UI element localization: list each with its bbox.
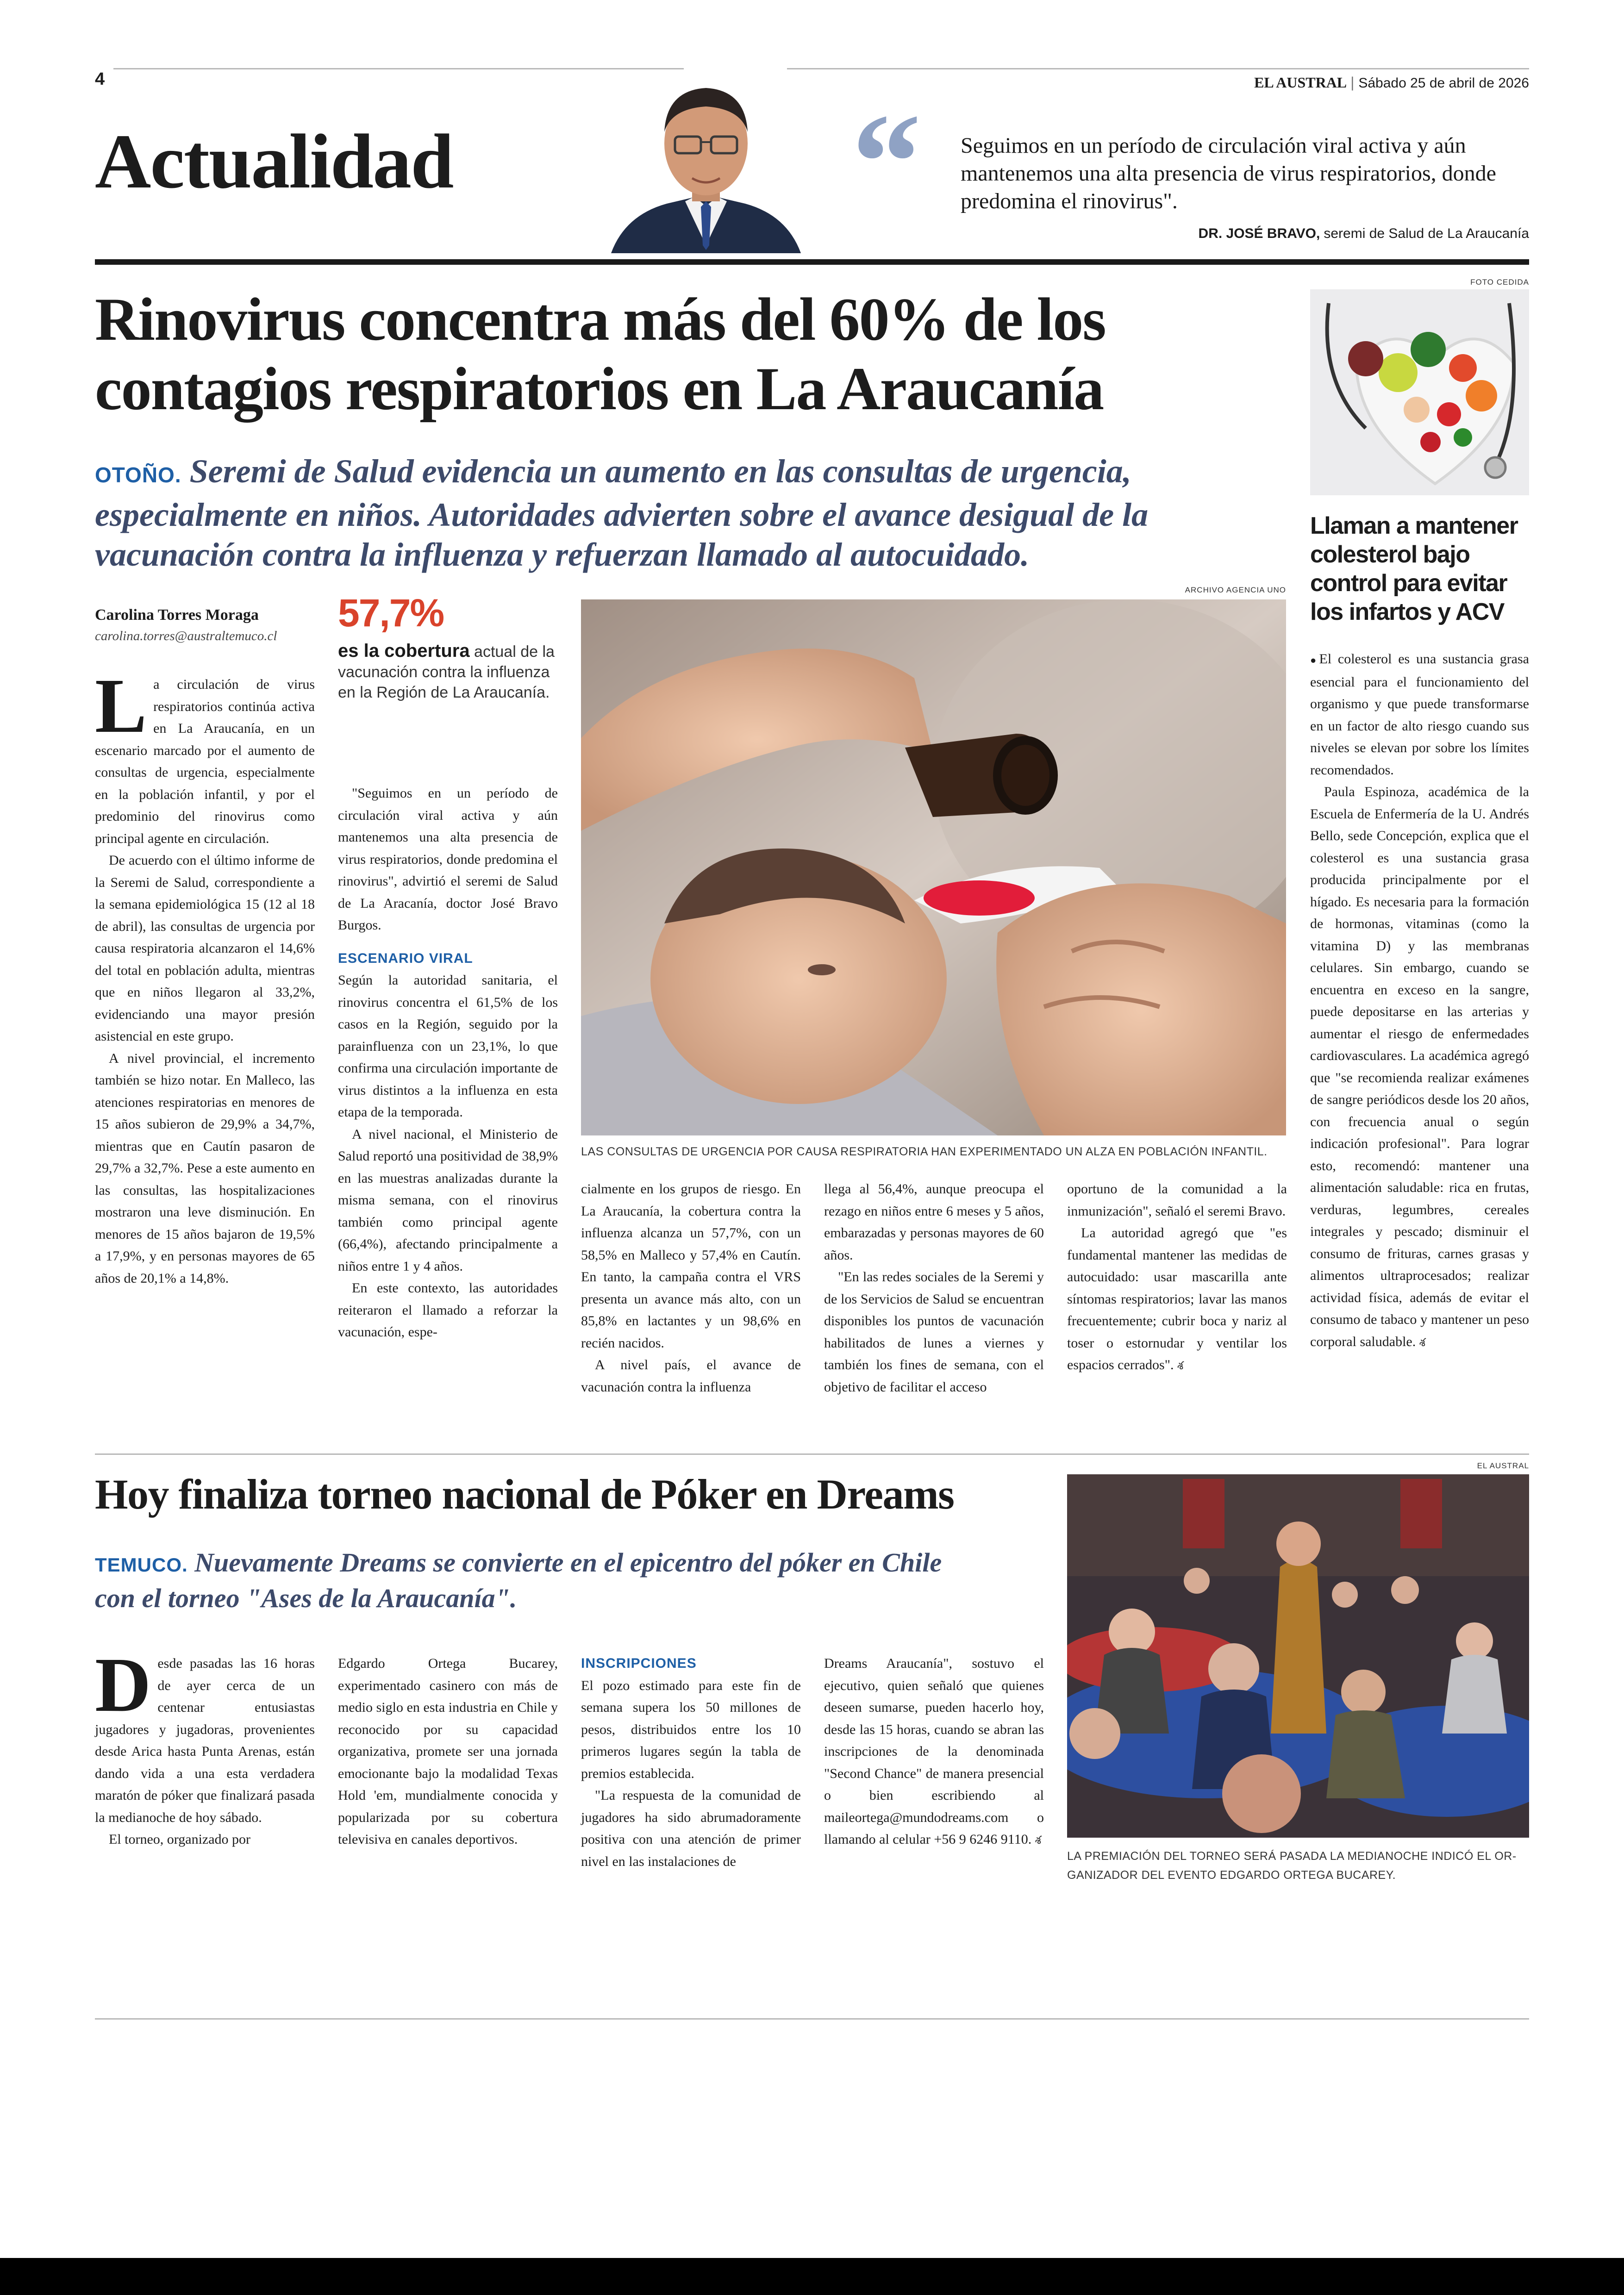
story-divider — [95, 1453, 1529, 1455]
poker-col3-p2: "La respuesta de la comunidad de jugadores ha sido abrumadoramente positiva con una atención de primer nivel en las instalaciones de — [581, 1788, 801, 1869]
sidebar-p2: Paula Espinoza, académica de la Escuela de Enfermería de la U. Andrés Bello, sede Concepción, explica que el colesterol es una sustancia grasa producida principalmente por el hígado. Es necesaria para la formación de hormonas, vitaminas (como la vitamina D) y las membranas celulares. Sin embargo, cuando se encuentra en exceso en la sangre, puede depositarse en las arterias y aumentar el riesgo de enfermedades cardiovasculares. La académica agregó que "se recomienda realizar exámenes de sangre periódicos desde los 20 años, con frecuencia anual o según indicación profesional". Para lograr esto, recomendó: mantener una alimentación saludable: rica en frutas, verduras, legumbres, cereales integrales y pescado; disminuir el consumo de frituras, carnes grasas y alimentos ultraprocesados; realizar actividad física, además de evitar el consumo de tabaco y mantener un peso corporal saludable. — [1310, 784, 1529, 1349]
main-kicker: OTOÑO. — [95, 463, 181, 487]
end-mark-icon: శ — [1177, 1359, 1184, 1372]
main-col-3 — [581, 1178, 801, 1398]
poker-deck — [95, 1546, 942, 1615]
main-col1-p3: A nivel provincial, el incremento también se hizo notar. En Malleco, las atenciones respiratorias en menores de 15 años subieron de 29,9% a 34,7%, mientras que en Cautín pasaron de 29,7% a 32,7%. Pese a este aumento en las consultas, las hospitalizaciones mostraron una leve disminución. En menores de 15 años bajaron de 19,5% a 17,9%, y en personas mayores de 65 años de 20,1% a 14,8%. — [95, 1050, 315, 1286]
main-deck — [95, 451, 1148, 574]
poker-photo-credit: EL AUSTRAL — [1477, 1461, 1529, 1470]
main-col-5 — [1067, 1178, 1287, 1377]
poker-col2-p1: Edgardo Ortega Bucarey, experimentado casinero con más de medio siglo en esta industria en Chile y reconocido por su capacidad organizativa, promete ser una jornada emocionante bajo la modalidad Texas Hold 'em, mundialmente conocida y popularizada por su cobertura televisiva en canales deportivos. — [338, 1656, 558, 1847]
stat-value: 57,7% — [338, 591, 444, 635]
main-dropcap: L — [95, 663, 147, 749]
footer-bar — [0, 2258, 1624, 2295]
main-col4-p2: "En las redes sociales de la Seremi y de los Servicios de Salud se encuentran disponibles los puntos de vacunación habilitados de lunes a viernes y también los fines de semana, con el objetivo de facilitar el acceso — [824, 1269, 1044, 1395]
byline-name: Carolina Torres Moraga — [95, 606, 259, 624]
pull-quote-text: Seguimos en un período de circulación viral activa y aún mantenemos una alta presencia de virus respiratorios, donde predomina el rinovirus". — [961, 133, 1496, 213]
poker-col4-p1: Dreams Araucanía", sostuvo el ejecutivo, quien señaló que quienes deseen sumarse, pueden hacerlo hoy, desde las 15 horas, cuando se abran las inscripciones de la denominada "Second Chance" de manera presencial o bien escribiendo al maileortega@mundodreams.com o llamando al celular +56 9 6246 9110. — [824, 1656, 1044, 1847]
masthead-date: EL AUSTRAL | Sábado 25 de abril de 2026 — [1254, 74, 1529, 91]
section-rule — [95, 259, 1529, 265]
main-deck-line1: Seremi de Salud evidencia un aumento en las consultas de urgencia, — [189, 453, 1131, 490]
main-col3-p2: A nivel país, el avance de vacunación contra la influenza — [581, 1357, 801, 1395]
main-col2-p1: "Seguimos en un período de circulación viral activa y aún mantenemos una alta presencia de virus respiratorios, donde predomina el rinovirus", advirtió el seremi de Salud de La Aracanía, doctor José Bravo Burgos. — [338, 786, 558, 933]
poker-caption-line1: LA PREMIACIÓN DEL TORNEO SERÁ PASADA LA MEDIANOCHE INDICÓ EL OR- — [1067, 1850, 1517, 1863]
main-col1-p2: De acuerdo con el último informe de la Seremi de Salud, correspondiente a la semana epidemiológica 15 (12 al 18 de abril), las consultas de urgencia por causa respiratoria alcanzaron el 14,6% del total en población adulta, mientras que en niños llegaron al 33,2%, evidenciando una mayor presión asistencial en este grupo. — [95, 853, 315, 1044]
header-rule-right — [787, 68, 1529, 69]
main-photo — [581, 599, 1286, 1135]
main-headline — [95, 285, 1106, 424]
main-deck-line2: especialmente en niños. Autoridades advierten sobre el avance desigual de la — [95, 496, 1149, 533]
sidebar-photo — [1310, 289, 1529, 495]
main-col2-p3: A nivel nacional, el Ministerio de Salud reportó una positividad de 38,9% en las muestras analizadas durante la misma semana, con el rinovirus también como principal agente (66,4%), afectando principalmente a niños entre 1 y 4 años. — [338, 1126, 558, 1274]
main-col5-p2: La autoridad agregó que "es fundamental mantener las medidas de autocuidado: usar mascarilla ante síntomas respiratorios; lavar las manos frecuentemente; cubrir boca y nariz al toser o estornudar y ventilar los espacios cerrados". — [1067, 1225, 1287, 1372]
stat-label-bold: es la cobertura — [338, 641, 470, 661]
subhead-escenario-viral: ESCENARIO VIRAL — [338, 950, 473, 966]
main-col1-p1: a circulación de virus respiratorios continúa activa en La Araucanía, en un escenario marcado por el aumento de consultas de urgencia, especialmente en la población infantil, y por el predominio del rinovirus como principal agente en circulación. — [95, 677, 315, 846]
main-col-1 — [95, 663, 315, 1289]
main-col3-p1: cialmente en los grupos de riesgo. En La Araucanía, la cobertura contra la influenza alcanza un 57,7%, con un 58,5% en Malleco y 57,4% en Cautín. En tanto, la campaña contra el VRS presenta un avance más alto, con un 85,8% en lactantes y un 98,6% en recién nacidos. — [581, 1181, 801, 1351]
end-mark-icon: శ — [1035, 1834, 1041, 1846]
quote-mark-icon: “ — [852, 93, 921, 190]
main-col5-p1: oportuno de la comunidad a la inmunización", señaló el seremi Bravo. — [1067, 1181, 1287, 1219]
main-photo-credit: ARCHIVO AGENCIA UNO — [1185, 586, 1286, 594]
main-headline-line1: Rinovirus concentra más del 60% de los — [95, 285, 1106, 353]
subhead-inscripciones: INSCRIPCIONES — [581, 1656, 697, 1671]
sidebar-body: ●El colesterol es una sustancia grasa esencial para el funcionamiento del organismo y que puede transformarse en un factor de alto riesgo cuando sus niveles se elevan por sobre los límites recomendados. Paula Espinoza, académica de la Escuela de Enfermería de la U. Andrés Bello, sede Concepción, explica que el colesterol es una sustancia grasa producida principalmente por el hígado. Es necesaria para la formación de hormonas, vitaminas (como la vitamina D) y las membranas celulares. Sin embargo, cuando se encuentra en exceso en la sangre, puede depositarse en las arterias y aumentar el riesgo de enfermedades cardiovasculares. La académica agregó que "se recomienda realizar exámenes de sangre periódicos desde los 20 años, con frecuencia anual o según indicación profesional". Para lograr esto, recomendó: mantener una alimentación saludable: rica en frutas, verduras, legumbres, cereales integrales y pescado; disminuir el consumo de frituras, carnes grasas y alimentos ultraprocesados; realizar actividad física, además de evitar el consumo de tabaco y mantener un peso corporal saludable. శ — [1310, 651, 1529, 1349]
main-col2-p4: En este contexto, las autoridades reiteraron el llamado a reforzar la vacunación, espe- — [338, 1280, 558, 1340]
poker-col-4 — [824, 1653, 1044, 1852]
stat-label-rest: actual de la vacunación contra la influenza en la Región de La Araucanía. — [338, 643, 555, 701]
poker-deck-line2: con el torneo "Ases de la Araucanía". — [95, 1583, 517, 1613]
portrait-jose-bravo — [597, 62, 815, 253]
poker-headline: Hoy finaliza torneo nacional de Póker en Dreams — [95, 1471, 954, 1518]
bottom-rule — [95, 2018, 1529, 2020]
poker-dropcap: D — [95, 1642, 151, 1728]
main-deck-line3: vacunación contra la influenza y refuerzan llamado al autocuidado. — [95, 536, 1030, 573]
sidebar-headline: Llaman a mantener colesterol bajo control para evitar los infartos y ACV — [1310, 512, 1518, 625]
main-photo-caption: LAS CONSULTAS DE URGENCIA POR CAUSA RESPIRATORIA HAN EXPERIMENTADO UN ALZA EN POBLACIÓN INFANTIL. — [581, 1145, 1268, 1158]
main-col-4 — [824, 1178, 1044, 1398]
paper-name: EL AUSTRAL — [1254, 74, 1347, 91]
sidebar-p1: El colesterol es una sustancia grasa esencial para el funcionamiento del organismo y que puede transformarse en un factor de alto riesgo cuando sus niveles se elevan por sobre los límites recomendados. — [1310, 651, 1529, 778]
main-headline-line2: contagios respiratorios en La Araucanía — [95, 355, 1104, 423]
issue-date: Sábado 25 de abril de 2026 — [1358, 75, 1529, 91]
main-col4-p1: llega al 56,4%, aunque preocupa el rezago en niños entre 6 meses y 5 años, embarazadas y personas mayores de 60 años. — [824, 1181, 1044, 1263]
byline — [95, 606, 322, 644]
poker-caption-line2: GANIZADOR DEL EVENTO EDGARDO ORTEGA BUCAREY. — [1067, 1869, 1396, 1882]
poker-col-2 — [338, 1653, 558, 1851]
end-mark-icon: శ — [1419, 1335, 1425, 1349]
poker-col3-p1: El pozo estimado para este fin de semana supera los 50 millones de pesos, distribuidos entre los 10 primeros lugares según la tabla de premios establecida. — [581, 1678, 801, 1781]
poker-photo — [1067, 1474, 1529, 1838]
poker-deck-line1: Nuevamente Dreams se convierte en el epicentro del póker en Chile — [194, 1547, 942, 1578]
poker-kicker: TEMUCO. — [95, 1554, 188, 1576]
stat-box — [338, 593, 560, 703]
pull-quote-author: DR. JOSÉ BRAVO, — [1198, 226, 1320, 241]
poker-col1-p2: El torneo, organizado por — [109, 1832, 251, 1847]
poker-col1-p1: esde pasadas las 16 horas de ayer cerca de un centenar entusiastas jugadores y jugadoras, provenientes desde Arica hasta Punta Arenas, están dando vida a una esta verdadera maratón de póker que finalizará pasada la medianoche de hoy sábado. — [95, 1656, 315, 1825]
byline-email: carolina.torres@australtemuco.cl — [95, 629, 277, 643]
page-number: 4 — [95, 69, 105, 89]
poker-col-3 — [581, 1653, 801, 1872]
main-col2-p2: Según la autoridad sanitaria, el rinovirus concentra el 61,5% de los casos en la Región, seguido por la parainfluenza con un 23,1%, lo que confirma una circulación importante de virus distintos a la influenza en esta etapa de la temporada. — [338, 973, 558, 1120]
pull-quote-role: seremi de Salud de La Araucanía — [1324, 226, 1529, 241]
pull-quote-attribution — [1199, 225, 1529, 242]
main-col-2 — [338, 782, 558, 1343]
section-title: Actualidad — [95, 118, 453, 205]
poker-photo-caption — [1067, 1847, 1517, 1885]
poker-col-1 — [95, 1642, 315, 1851]
sidebar-photo-credit: FOTO CEDIDA — [1470, 278, 1529, 287]
